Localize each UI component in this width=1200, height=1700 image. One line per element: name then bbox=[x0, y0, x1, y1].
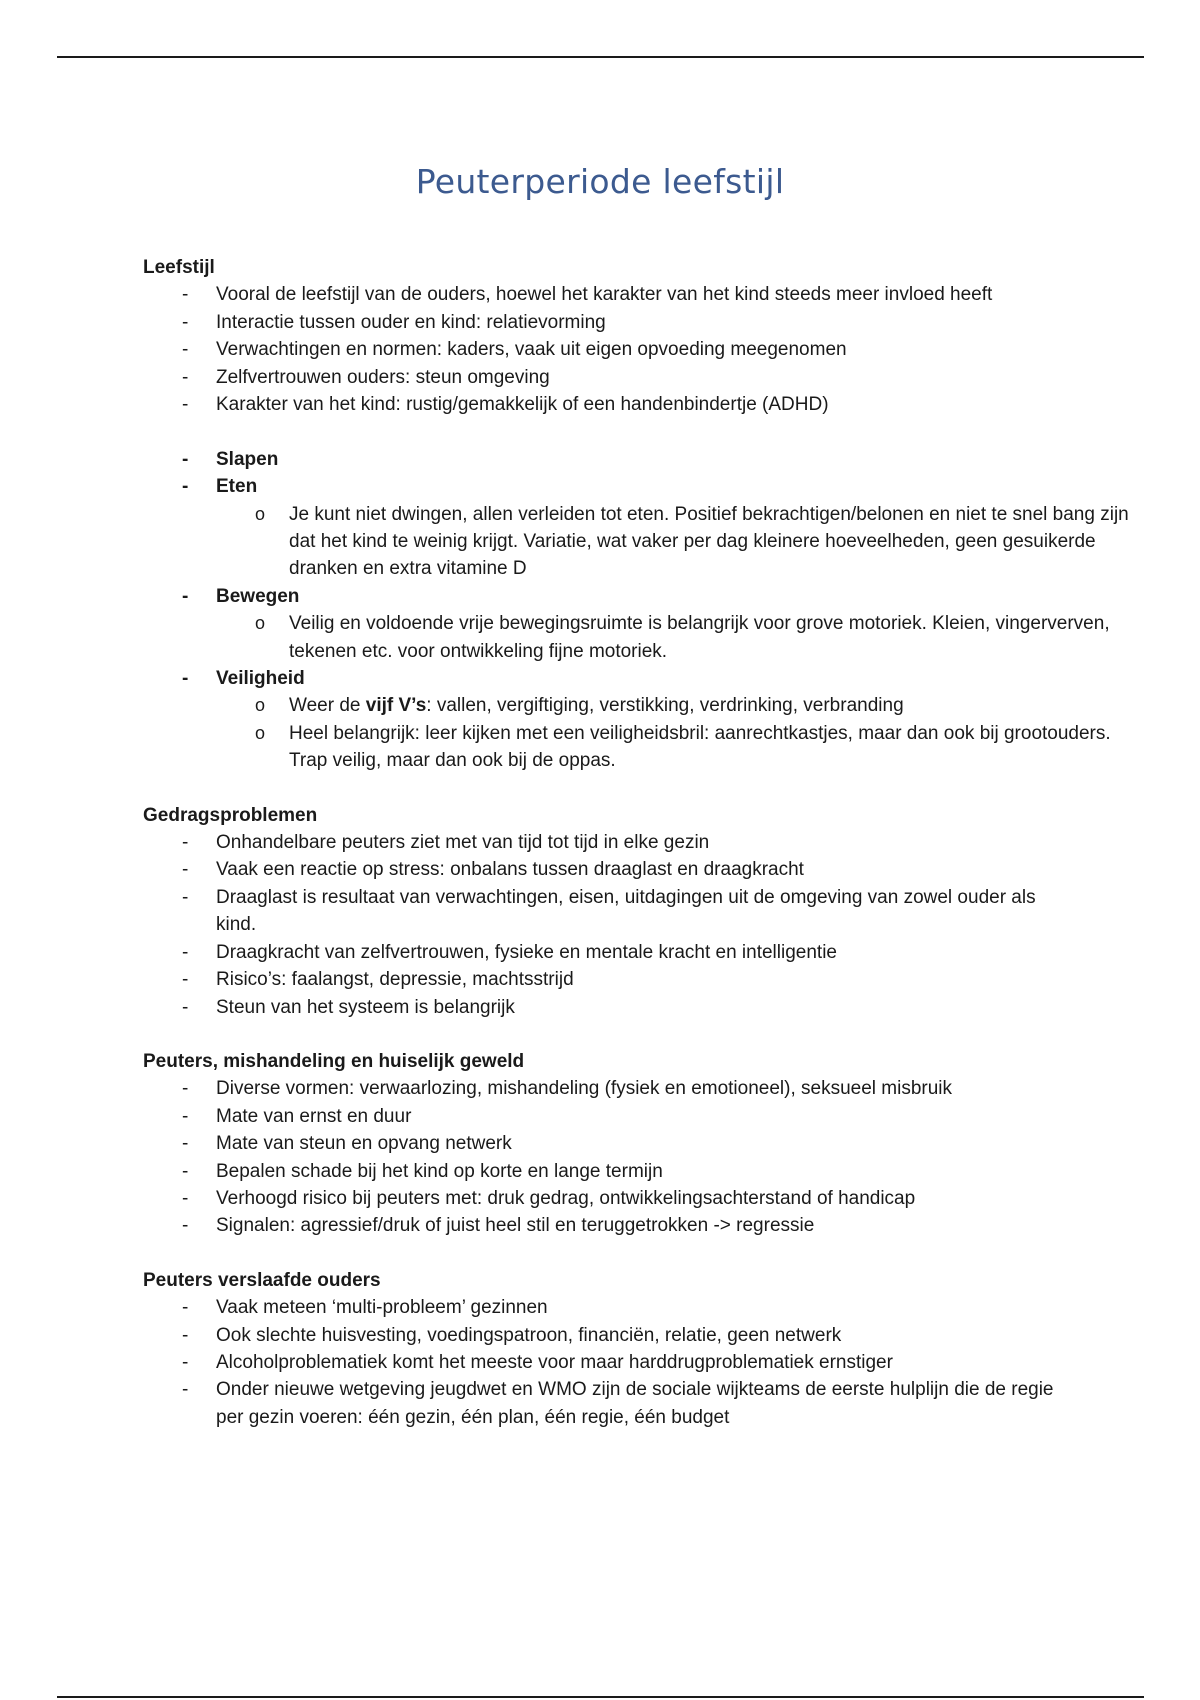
dash-bullet: - bbox=[182, 886, 189, 908]
sub-list-item: o Weer de vijf V’s: vallen, vergiftiging, verstikking, verdrinking, verbranding bbox=[216, 692, 1146, 719]
list-item: - Bepalen schade bij het kind op korte en lange termijn bbox=[143, 1158, 1073, 1185]
list-item: - Mate van steun en opvang netwerk bbox=[143, 1130, 1073, 1157]
bullet-list bbox=[143, 281, 1073, 418]
sub-list-item: o Je kunt niet dwingen, allen verleiden tot eten. Positief bekrachtigen/belonen en niet te snel bang zijn dat het kind te weinig krijgt. Variatie, wat vaker per dag kleinere hoeveelheden, geen gesuikerde dranken en extra vitamine D bbox=[216, 501, 1146, 583]
list-item: - Risico’s: faalangst, depressie, machtsstrijd bbox=[143, 966, 1073, 993]
dash-bullet: - bbox=[182, 1187, 189, 1209]
dash-bullet: - bbox=[182, 969, 189, 991]
list-item: - Draagkracht van zelfvertrouwen, fysieke en mentale kracht en intelligentie bbox=[143, 939, 1073, 966]
circle-bullet: o bbox=[255, 613, 266, 634]
dash-bullet: - bbox=[182, 1215, 189, 1237]
dash-bullet: - bbox=[182, 832, 189, 854]
bullet-list bbox=[143, 829, 1073, 1021]
section-verslaafde-ouders bbox=[143, 1267, 1073, 1431]
dash-bullet: - bbox=[182, 284, 189, 306]
list-item: - Alcoholproblematiek komt het meeste voor maar harddrugproblematiek ernstiger bbox=[143, 1349, 1073, 1376]
dash-bullet: - bbox=[182, 339, 189, 361]
list-item: - Onhandelbare peuters ziet met van tijd tot tijd in elke gezin bbox=[143, 829, 1073, 856]
section-heading: Peuters, mishandeling en huiselijk geweld bbox=[143, 1050, 525, 1072]
list-item: - Draaglast is resultaat van verwachtingen, eisen, uitdagingen uit de omgeving van zowel ouder als kind. bbox=[143, 884, 1073, 939]
list-item: - Vooral de leefstijl van de ouders, hoewel het karakter van het kind steeds meer invloed heeft bbox=[143, 281, 1073, 308]
dash-bullet: - bbox=[182, 1160, 189, 1182]
list-item: - Onder nieuwe wetgeving jeugdwet en WMO zijn de sociale wijkteams de eerste hulplijn die de regie per gezin voeren: één gezin, één plan, één regie, één budget bbox=[143, 1376, 1073, 1431]
dash-bullet: - bbox=[182, 311, 189, 333]
dash-bullet: - bbox=[182, 366, 189, 388]
list-item: - Signalen: agressief/druk of juist heel stil en teruggetrokken -> regressie bbox=[143, 1212, 1073, 1239]
dash-bullet: - bbox=[182, 859, 189, 881]
dash-bullet: - bbox=[182, 1351, 189, 1373]
section-heading: Peuters verslaafde ouders bbox=[143, 1269, 381, 1291]
topic-bewegen: - Bewegen o Veilig en voldoende vrije bewegingsruimte is belangrijk voor grove motoriek. Kleien, vingerverven, tekenen etc. voor ontwikkeling fijne motoriek. bbox=[143, 583, 1073, 665]
dash-bullet: - bbox=[182, 1078, 189, 1100]
sub-list bbox=[216, 501, 1129, 583]
section-heading: Gedragsproblemen bbox=[143, 804, 318, 826]
list-item: - Ook slechte huisvesting, voedingspatroon, financiën, relatie, geen netwerk bbox=[143, 1322, 1073, 1349]
dash-bullet: - bbox=[182, 1105, 189, 1127]
list-item: - Steun van het systeem is belangrijk bbox=[143, 994, 1073, 1021]
list-item: - Diverse vormen: verwaarlozing, mishandeling (fysiek en emotioneel), seksueel misbruik bbox=[143, 1075, 1073, 1102]
bullet-list bbox=[143, 1294, 1073, 1431]
topic-slapen: - Slapen bbox=[143, 446, 1073, 473]
dash-bullet: - bbox=[182, 996, 189, 1018]
dash-bullet: - bbox=[182, 394, 189, 416]
section-heading: Leefstijl bbox=[143, 257, 215, 278]
header-rule bbox=[57, 56, 1144, 58]
sub-list-item: o Veilig en voldoende vrije bewegingsruimte is belangrijk voor grove motoriek. Kleien, vingerverven, tekenen etc. voor ontwikkeling fijne motoriek. bbox=[216, 610, 1146, 665]
bullet-list bbox=[143, 1075, 1073, 1239]
footer-rule bbox=[57, 1696, 1144, 1698]
dash-bullet: - bbox=[182, 1379, 189, 1401]
list-item: - Mate van ernst en duur bbox=[143, 1103, 1073, 1130]
dash-bullet: - bbox=[182, 1133, 189, 1155]
dash-bullet: - bbox=[182, 476, 189, 498]
list-item: - Verhoogd risico bij peuters met: druk gedrag, ontwikkelingsachterstand of handicap bbox=[143, 1185, 1073, 1212]
section-leefstijl bbox=[143, 254, 1129, 775]
dash-bullet: - bbox=[182, 668, 189, 690]
circle-bullet: o bbox=[255, 722, 266, 743]
spacer bbox=[143, 418, 1073, 445]
circle-bullet: o bbox=[255, 503, 266, 524]
topic-veiligheid: - Veiligheid o Weer de vijf V’s: vallen, vergiftiging, verstikking, verdrinking, verbranding o Heel belangrijk: leer kijken met een veiligheidsbril: aanrechtkastjes, maar dan ook bij grootouders. Trap veilig, maar dan ook bij de oppas. bbox=[143, 665, 1073, 775]
sub-list-item: o Heel belangrijk: leer kijken met een veiligheidsbril: aanrechtkastjes, maar dan ook bij grootouders. Trap veilig, maar dan ook bij de oppas. bbox=[216, 720, 1146, 775]
list-item: - Karakter van het kind: rustig/gemakkelijk of een handenbindertje (ADHD) bbox=[143, 391, 1073, 418]
section-mishandeling bbox=[143, 1048, 1073, 1240]
emphasis: vijf V’s bbox=[365, 695, 427, 717]
topic-list bbox=[143, 446, 1129, 775]
sub-list bbox=[216, 610, 1110, 665]
dash-bullet: - bbox=[182, 1297, 189, 1319]
list-item: - Interactie tussen ouder en kind: relatievorming bbox=[143, 309, 1073, 336]
dash-bullet: - bbox=[182, 1324, 189, 1346]
dash-bullet: - bbox=[182, 941, 189, 963]
topic-eten: - Eten o Je kunt niet dwingen, allen verleiden tot eten. Positief bekrachtigen/belonen en niet te snel bang zijn dat het kind te weinig krijgt. Variatie, wat vaker per dag kleinere hoeveelheden, geen gesuikerde dranken en extra vitamine D bbox=[143, 473, 1073, 583]
sub-list bbox=[216, 692, 1111, 774]
section-gedragsproblemen bbox=[143, 802, 1073, 1021]
circle-bullet: o bbox=[255, 695, 266, 716]
list-item: - Verwachtingen en normen: kaders, vaak uit eigen opvoeding meegenomen bbox=[143, 336, 1073, 363]
document-body bbox=[143, 254, 1129, 1458]
dash-bullet: - bbox=[182, 448, 189, 470]
page-title: Peuterperiode leefstijl bbox=[415, 162, 785, 201]
list-item: - Vaak een reactie op stress: onbalans tussen draaglast en draagkracht bbox=[143, 856, 1073, 883]
dash-bullet: - bbox=[182, 585, 189, 607]
list-item: - Zelfvertrouwen ouders: steun omgeving bbox=[143, 364, 1073, 391]
list-item: - Vaak meteen ‘multi-probleem’ gezinnen bbox=[143, 1294, 1073, 1321]
